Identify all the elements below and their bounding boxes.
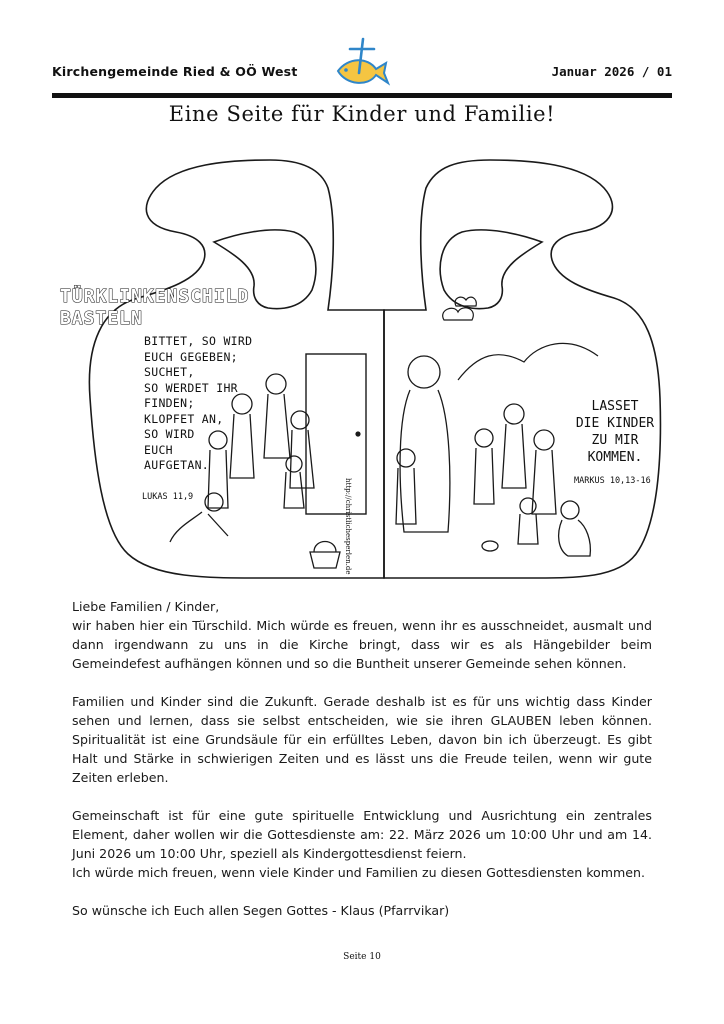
bible-reference-right: MARKUS 10,13-16 (574, 476, 651, 486)
jesus-with-children (396, 356, 590, 556)
cross-fish-icon (332, 37, 392, 89)
closing-line: So wünsche ich Euch allen Segen Gottes - Klaus (Pfarrvikar) (72, 903, 450, 918)
page-title: Eine Seite für Kinder und Familie! (168, 102, 556, 126)
paragraph: Familien und Kinder sind die Zukunft. Gerade deshalb ist es für uns wichtig dass Kinder sehen und lernen, dass sie selbst entscheiden, wie sie ihren GLAUBEN leben können. Spiritualität ist eine Grundsäule für ein erfülltes Leben, davon bin ich überzeugt. Es gibt Halt und Stärke in schwierigen Zeiten und es lässt uns die Freude teilen, wenn wir gute Zeiten erleben. (72, 694, 652, 785)
page-header (52, 40, 672, 100)
source-url: http://christlichesperlen.de (344, 478, 352, 575)
basket-drawing (310, 542, 340, 569)
article-body (72, 597, 652, 939)
hills-drawing (458, 343, 598, 380)
header-divider (52, 93, 672, 98)
issue-date: Januar 2026 / 01 (551, 64, 672, 79)
craft-title: TÜRKLINKENSCHILD BASTELN (60, 286, 250, 329)
bible-reference-left: LUKAS 11,9 (142, 492, 194, 502)
paragraph: Ich würde mich freuen, wenn viele Kinder und Familien zu diesen Gottesdiensten kommen. (72, 865, 646, 880)
parish-name: Kirchengemeinde Ried & OÖ West (52, 64, 298, 79)
bible-verse-left: BITTET, SO WIRD EUCH GEGEBEN; SUCHET, SO WERDET IHR FINDEN; KLOPFET AN, SO WIRD EUCH AUFGETAN. (144, 334, 253, 472)
page-number: Seite 10 (343, 952, 381, 962)
door-hanger-craft (58, 158, 666, 582)
cloud-drawing (443, 308, 474, 320)
bible-verse-right: LASSET DIE KINDER ZU MIR KOMMEN. (575, 399, 655, 465)
right-hanger-hole (440, 230, 542, 309)
paragraph: wir haben hier ein Türschild. Mich würde es freuen, wenn ihr es ausschneidet, ausmalt und dann irgendwann zu uns in die Kirche bringt, dass wir es als Hängebilder beim Gemeindefest aufhängen können und so die Buntheit unserer Gemeinde sehen können. (72, 618, 652, 671)
greeting: Liebe Familien / Kinder, (72, 599, 220, 614)
paragraph: Gemeinschaft ist für eine gute spirituelle Entwicklung und Ausrichtung ein zentrales Element, daher wollen wir die Gottesdienste am: 22. März 2026 um 10:00 Uhr und am 14. Juni 2026 um 10:00 Uhr, speziell als Kindergottesdienst feiern. (72, 808, 652, 861)
right-hanger-shape (384, 160, 660, 578)
